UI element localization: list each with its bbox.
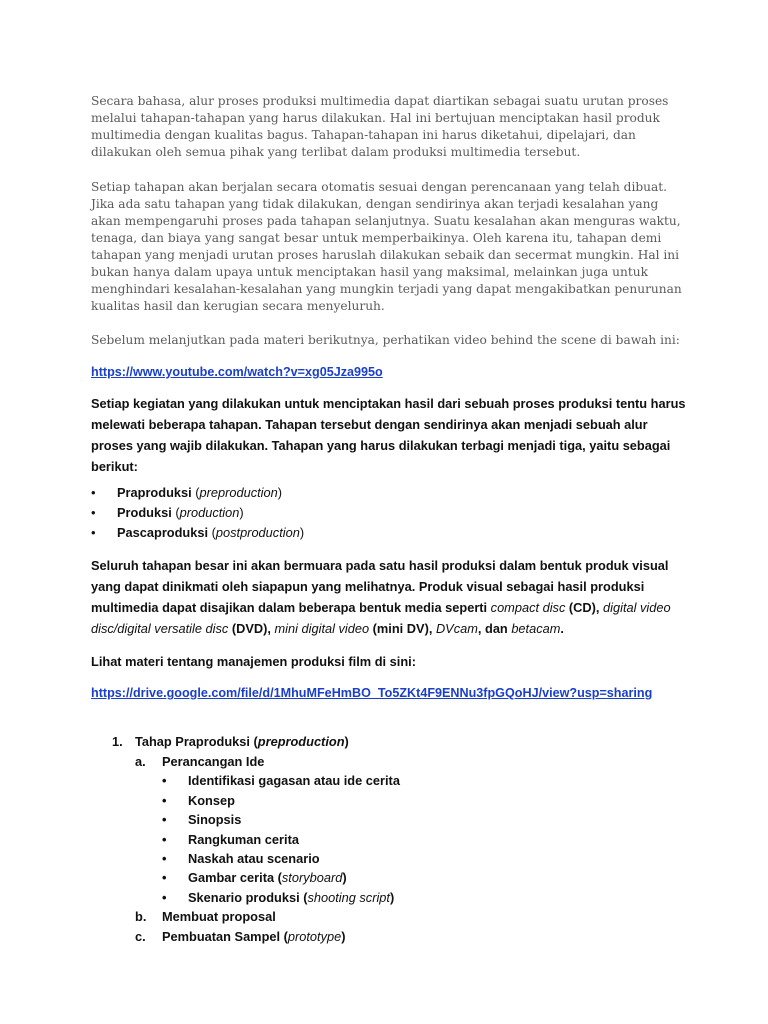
stage-list bbox=[91, 483, 691, 543]
item-text: Sinopsis bbox=[188, 812, 242, 828]
stage-term: production bbox=[179, 505, 240, 520]
bullet-icon: • bbox=[162, 773, 167, 789]
paren-open: ( bbox=[171, 505, 180, 520]
outline-item-1 bbox=[91, 732, 691, 752]
bullet-icon: • bbox=[162, 870, 167, 886]
paragraph-stages-overview: Setiap kegiatan yang dilakukan untuk menciptakan hasil dari sebuah proses produksi tentu harus melewati beberapa tahapan. Tahapan tersebut dengan sendirinya akan menjadi sebuah alur proses yang wajib dilakukan. Tahapan yang harus dilakukan terbagi menjadi tiga, yaitu sebagai berikut: bbox=[91, 396, 686, 474]
outline-letter: b. bbox=[135, 909, 147, 925]
outline-title-term: preproduction bbox=[257, 734, 345, 749]
paragraph-definition: Secara bahasa, alur proses produksi multimedia dapat diartikan sebagai suatu urutan proses melalui tahapan-tahapan yang harus dilakukan. Hal ini bertujuan menciptakan hasil produk multimedia dengan kualitas bagus. Tahapan-tahapan ini harus diketahui, dipelajari, dan dilakukan oleh semua pihak yang terlibat dalam produksi multimedia tersebut. bbox=[91, 94, 669, 159]
youtube-link-line bbox=[91, 363, 691, 381]
drive-link-line bbox=[91, 684, 691, 702]
item-text: Rangkuman cerita bbox=[188, 831, 299, 847]
outline-number: 1. bbox=[112, 734, 123, 749]
paragraph-video-intro: Sebelum melanjutkan pada materi berikutnya, perhatikan video behind the scene di bawah ini: bbox=[91, 333, 680, 347]
list-item bbox=[91, 503, 691, 523]
outline-label: Membuat proposal bbox=[162, 909, 276, 925]
list-item bbox=[91, 849, 691, 868]
term-dvd: digital video disc/digital versatile disc bbox=[91, 600, 671, 636]
term-mini-dv: mini digital video bbox=[274, 621, 370, 636]
stage-term: postproduction bbox=[215, 525, 300, 540]
paren-close: ) bbox=[239, 505, 244, 520]
paren-close: ) bbox=[344, 734, 349, 749]
paragraph-stages-importance: Setiap tahapan akan berjalan secara otomatis sesuai dengan perencanaan yang telah dibuat. Jika ada satu tahapan yang tidak dilakukan, dengan sendirinya akan terjadi kesalahan yang akan mempengaruhi proses pada tahapan selanjutnya. Suatu kesalahan akan menguras waktu, tenaga, dan biaya yang sangat besar untuk memperbaikinya. Oleh karena itu, tahapan demi tahapan yang menjadi urutan proses haruslah dilakukan sebaik dan secermat mungkin. Hal ini bukan hanya dalam upaya untuk menciptakan hasil yang maksimal, melainkan juga untuk menghindari kesalahan-kesalahan yang mungkin terjadi yang dapat mengakibatkan penurunan kualitas hasil dan kerugian secara menyeluruh. bbox=[91, 180, 682, 313]
document-page bbox=[91, 93, 691, 946]
paren-open: ( bbox=[191, 485, 200, 500]
bullet-icon: • bbox=[162, 812, 167, 828]
outline-title: Tahap Praproduksi ( bbox=[135, 734, 258, 749]
item-term: storyboard bbox=[281, 870, 343, 886]
list-item bbox=[91, 810, 691, 829]
text-run: Seluruh tahapan besar ini akan bermuara pada satu hasil produksi dalam bentuk produk visual yang dapat dinikmati oleh siapapun yang melihatnya. Produk visual sebagai hasil produksi multimedia dapat disajikan dalam beberapa bentuk media seperti bbox=[91, 558, 669, 615]
outline-item-b bbox=[91, 907, 691, 926]
paren-close: ) bbox=[341, 928, 346, 944]
paragraph-see-material: Lihat materi tentang manajemen produksi film di sini: bbox=[91, 654, 416, 669]
item-text: Naskah atau scenario bbox=[188, 851, 320, 867]
list-item bbox=[91, 868, 691, 887]
text-run: (CD), bbox=[565, 600, 604, 615]
list-item bbox=[91, 830, 691, 849]
paragraph-visual-products bbox=[91, 555, 691, 639]
outline-label: Perancangan Ide bbox=[162, 754, 265, 769]
term-cd: compact disc bbox=[490, 600, 566, 615]
outline-item-a bbox=[91, 752, 691, 771]
paren-close: ) bbox=[389, 889, 395, 905]
outline-label: Pembuatan Sampel ( bbox=[162, 928, 288, 944]
term-dvcam: DVcam bbox=[435, 621, 478, 636]
item-text: Gambar cerita ( bbox=[188, 870, 282, 886]
list-item bbox=[91, 791, 691, 810]
outline-list bbox=[91, 732, 691, 946]
stage-term: preproduction bbox=[199, 485, 278, 500]
bullet-icon: • bbox=[162, 889, 167, 905]
stage-name: Praproduksi bbox=[117, 485, 192, 500]
outline-letter: a. bbox=[135, 754, 146, 769]
stage-name: Pascaproduksi bbox=[117, 525, 209, 540]
drive-link[interactable]: https://drive.google.com/file/d/1MhuMFeHmBO_To5ZKt4F9ENNu3fpGQoHJ/view?usp=sharing bbox=[91, 686, 653, 700]
bullet-icon: • bbox=[162, 792, 167, 808]
text-run: (mini DV), bbox=[369, 621, 436, 636]
term-betacam: betacam bbox=[511, 621, 561, 636]
list-item bbox=[91, 888, 691, 907]
item-text: Identifikasi gagasan atau ide cerita bbox=[188, 773, 400, 789]
outline-term: prototype bbox=[287, 928, 342, 944]
text-run: . bbox=[560, 621, 564, 636]
outline-letter: c. bbox=[135, 928, 146, 944]
bullet-icon: • bbox=[162, 851, 167, 867]
paren-close: ) bbox=[342, 870, 347, 886]
paren-open: ( bbox=[208, 525, 216, 540]
text-run: (DVD), bbox=[228, 621, 275, 636]
paren-close: ) bbox=[277, 485, 283, 500]
text-run: , dan bbox=[477, 621, 512, 636]
list-item bbox=[91, 483, 691, 503]
item-term: shooting script bbox=[307, 889, 390, 905]
stage-name: Produksi bbox=[117, 505, 172, 520]
bullet-icon: • bbox=[162, 831, 167, 847]
list-item bbox=[91, 523, 691, 543]
item-text: Konsep bbox=[188, 792, 235, 808]
outline-item-c bbox=[91, 927, 691, 946]
list-item bbox=[91, 771, 691, 790]
item-text: Skenario produksi ( bbox=[188, 889, 308, 905]
paren-close: ) bbox=[299, 525, 305, 540]
youtube-link[interactable]: https://www.youtube.com/watch?v=xg05Jza995o bbox=[91, 365, 383, 379]
